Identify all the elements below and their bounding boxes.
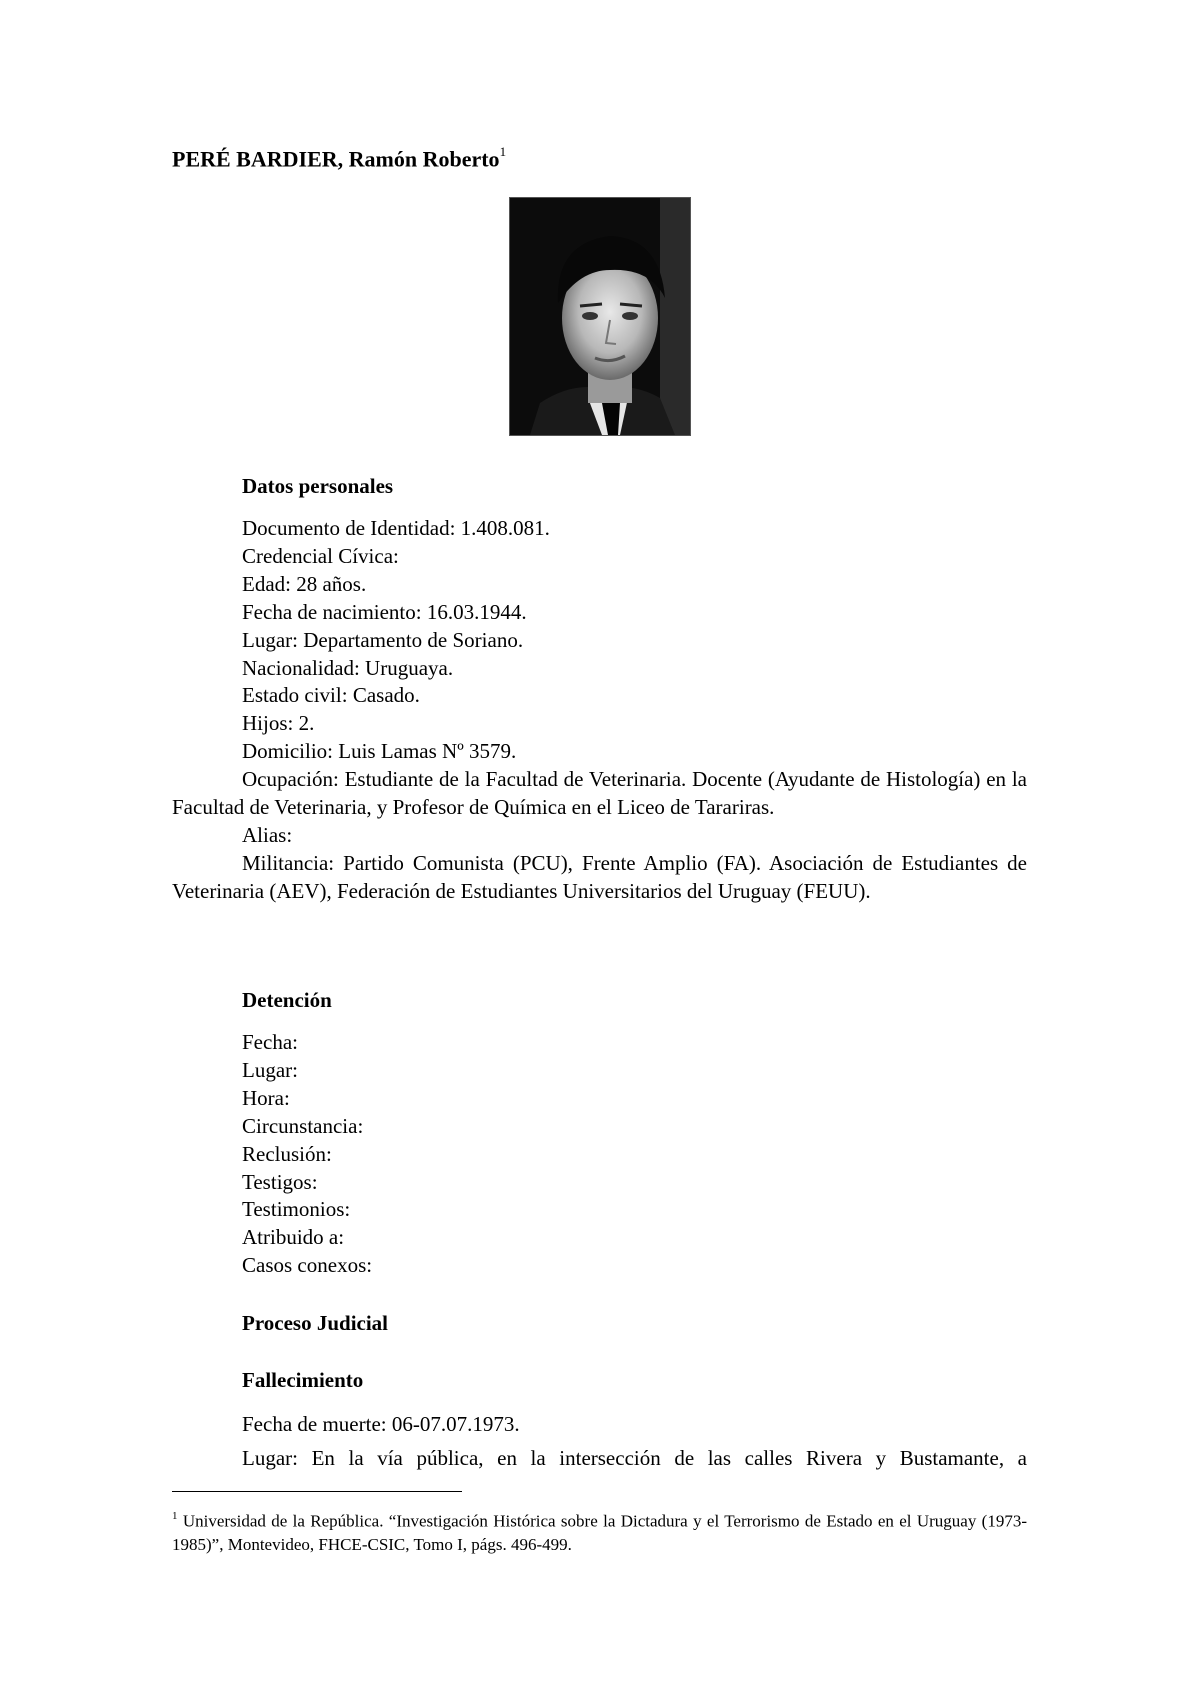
footnote — [172, 1506, 1027, 1556]
fallecimiento-body — [172, 1411, 1027, 1439]
footnote-mark: 1 — [172, 1510, 178, 1522]
field-detencion-fecha: Fecha: — [242, 1030, 298, 1054]
field-lugar-muerte: Lugar: En la vía pública, en la intersección de las calles Rivera y Bustamante, a — [242, 1446, 1027, 1470]
field-alias: Alias: — [242, 822, 293, 847]
field-testimonios: Testimonios: — [242, 1197, 351, 1222]
field-casos-conexos: Casos conexos: — [242, 1253, 373, 1278]
field-nacionalidad: Nacionalidad: Uruguaya. — [242, 655, 454, 680]
portrait-image — [510, 198, 690, 435]
field-atribuido: Atribuido a: — [242, 1225, 345, 1250]
datos-personales-body — [172, 515, 1027, 906]
fallecimiento-section — [172, 1366, 1027, 1394]
proceso-judicial-section — [172, 1309, 1027, 1337]
datos-personales-section — [172, 472, 1027, 500]
field-testigos: Testigos: — [242, 1169, 318, 1194]
detencion-body — [172, 1029, 1027, 1280]
field-hijos: Hijos: 2. — [242, 711, 315, 736]
field-detencion-lugar: Lugar: — [242, 1057, 298, 1082]
field-circunstancia: Circunstancia: — [242, 1113, 364, 1138]
fallecimiento-lugar — [172, 1445, 1027, 1473]
proceso-judicial-heading: Proceso Judicial — [242, 1311, 389, 1335]
portrait-photo — [509, 197, 691, 436]
field-estado-civil: Estado civil: Casado. — [242, 683, 420, 708]
person-name: PERÉ BARDIER, Ramón Roberto — [172, 146, 500, 172]
field-militancia: Militancia: Partido Comunista (PCU), Frente Amplio (FA). Asociación de Estudiantes de Veterinaria (AEV), Federación de Estudiantes Universitarios del Uruguay (FEUU). — [172, 850, 1027, 903]
footnote-reference: 1 — [499, 144, 507, 159]
field-lugar-nacimiento: Lugar: Departamento de Soriano. — [242, 627, 524, 652]
footnote-divider — [172, 1491, 462, 1492]
datos-personales-heading: Datos personales — [242, 474, 394, 498]
field-detencion-hora: Hora: — [242, 1085, 290, 1110]
field-fecha-muerte: Fecha de muerte: 06-07.07.1973. — [242, 1412, 520, 1436]
field-ocupacion: Ocupación: Estudiante de la Facultad de Veterinaria. Docente (Ayudante de Histología) en la Facultad de Veterinaria, y Profesor de Química en el Liceo de Tarariras. — [172, 767, 1027, 820]
field-documento: Documento de Identidad: 1.408.081. — [242, 516, 550, 540]
footnote-text: Universidad de la República. “Investigación Histórica sobre la Dictadura y el Terrorismo de Estado en el Uruguay (1973-1985)”, Montevideo, FHCE-CSIC, Tomo I, págs. 496-499. — [172, 1511, 1027, 1554]
document-title — [172, 140, 506, 173]
detencion-section — [172, 986, 1027, 1014]
field-credencial: Credencial Cívica: — [242, 543, 399, 568]
fallecimiento-heading: Fallecimiento — [242, 1368, 364, 1392]
detencion-heading: Detención — [242, 988, 332, 1012]
field-edad: Edad: 28 años. — [242, 571, 367, 596]
field-domicilio: Domicilio: Luis Lamas Nº 3579. — [242, 739, 517, 764]
field-fecha-nacimiento: Fecha de nacimiento: 16.03.1944. — [242, 599, 527, 624]
field-reclusion: Reclusión: — [242, 1141, 332, 1166]
